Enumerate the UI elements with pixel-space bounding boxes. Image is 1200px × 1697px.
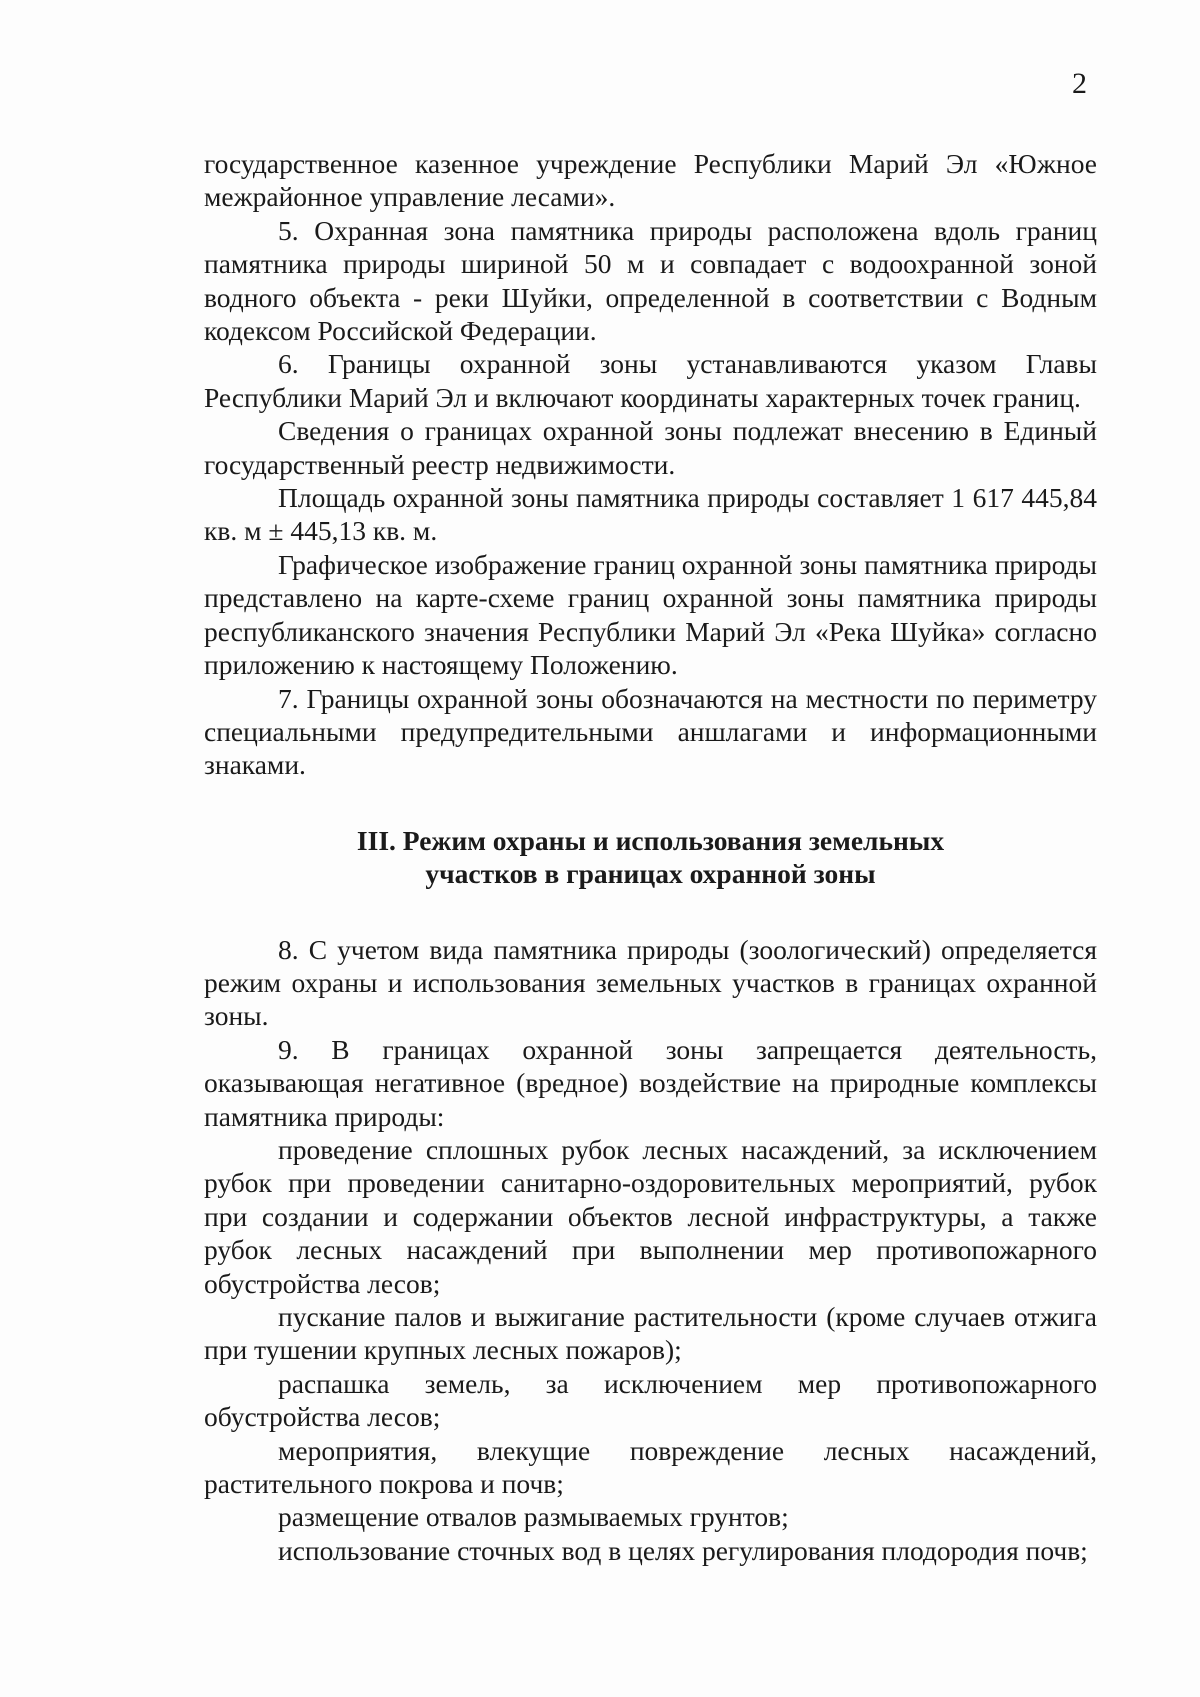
paragraph: мероприятия, влекущие повреждение лесных насаждений, растительного покрова и почв;: [204, 1434, 1097, 1500]
paragraphs-before-section: [204, 147, 1097, 782]
paragraph: 6. Границы охранной зоны устанавливаются указом Главы Республики Марий Эл и включают координаты характерных точек границ.: [204, 348, 1097, 413]
paragraph: 7. Границы охранной зоны обозначаются на местности по периметру специальными предупредительными аншлагами и информационными знаками.: [204, 682, 1097, 781]
section-heading-line: III. Режим охраны и использования земельных: [356, 824, 945, 856]
paragraph: размещение отвалов размываемых грунтов;: [278, 1501, 789, 1533]
paragraph: 5. Охранная зона памятника природы расположена вдоль границ памятника природы шириной 50 м и совпадает с водоохранной зоной водного объекта - реки Шуйки, определенной в соответствии с Водным кодексом Российской Федерации.: [204, 214, 1097, 347]
section-heading: [204, 824, 1097, 891]
paragraph: пускание палов и выжигание растительности (кроме случаев отжига при тушении крупных лесных пожаров);: [204, 1301, 1097, 1366]
paragraph: использование сточных вод в целях регулирования плодородия почв;: [278, 1534, 1088, 1566]
paragraph: государственное казенное учреждение Республики Марий Эл «Южное межрайонное управление лесами».: [204, 148, 1097, 213]
paragraph: 9. В границах охранной зоны запрещается деятельность, оказывающая негативное (вредное) воздействие на природные комплексы памятника природы:: [204, 1033, 1097, 1132]
paragraph: распашка земель, за исключением мер противопожарного обустройства лесов;: [204, 1367, 1097, 1433]
paragraph: Площадь охранной зоны памятника природы составляет 1 617 445,84 кв. м ± 445,13 кв. м.: [204, 482, 1097, 547]
paragraph: Сведения о границах охранной зоны подлежат внесению в Единый государственный реестр недвижимости.: [204, 415, 1097, 480]
paragraphs-after-section: [204, 933, 1097, 1568]
paragraph: проведение сплошных рубок лесных насаждений, за исключением рубок при проведении санитарно-оздоровительных мероприятий, рубок при создании и содержании объектов лесной инфраструктуры, а также рубок лесных насаждений при выполнении мер противопожарного обустройства лесов;: [204, 1133, 1097, 1299]
page-number: 2: [1072, 67, 1087, 100]
section-heading-line: участков в границах охранной зоны: [425, 858, 876, 890]
document-body: [204, 147, 1097, 1567]
paragraph: Графическое изображение границ охранной зоны памятника природы представлено на карте-схеме границ охранной зоны памятника природы республиканского значения Республики Марий Эл «Река Шуйка» согласно приложению к настоящему Положению.: [204, 548, 1097, 681]
paragraph: 8. С учетом вида памятника природы (зоологический) определяется режим охраны и использования земельных участков в границах охранной зоны.: [204, 933, 1097, 1032]
